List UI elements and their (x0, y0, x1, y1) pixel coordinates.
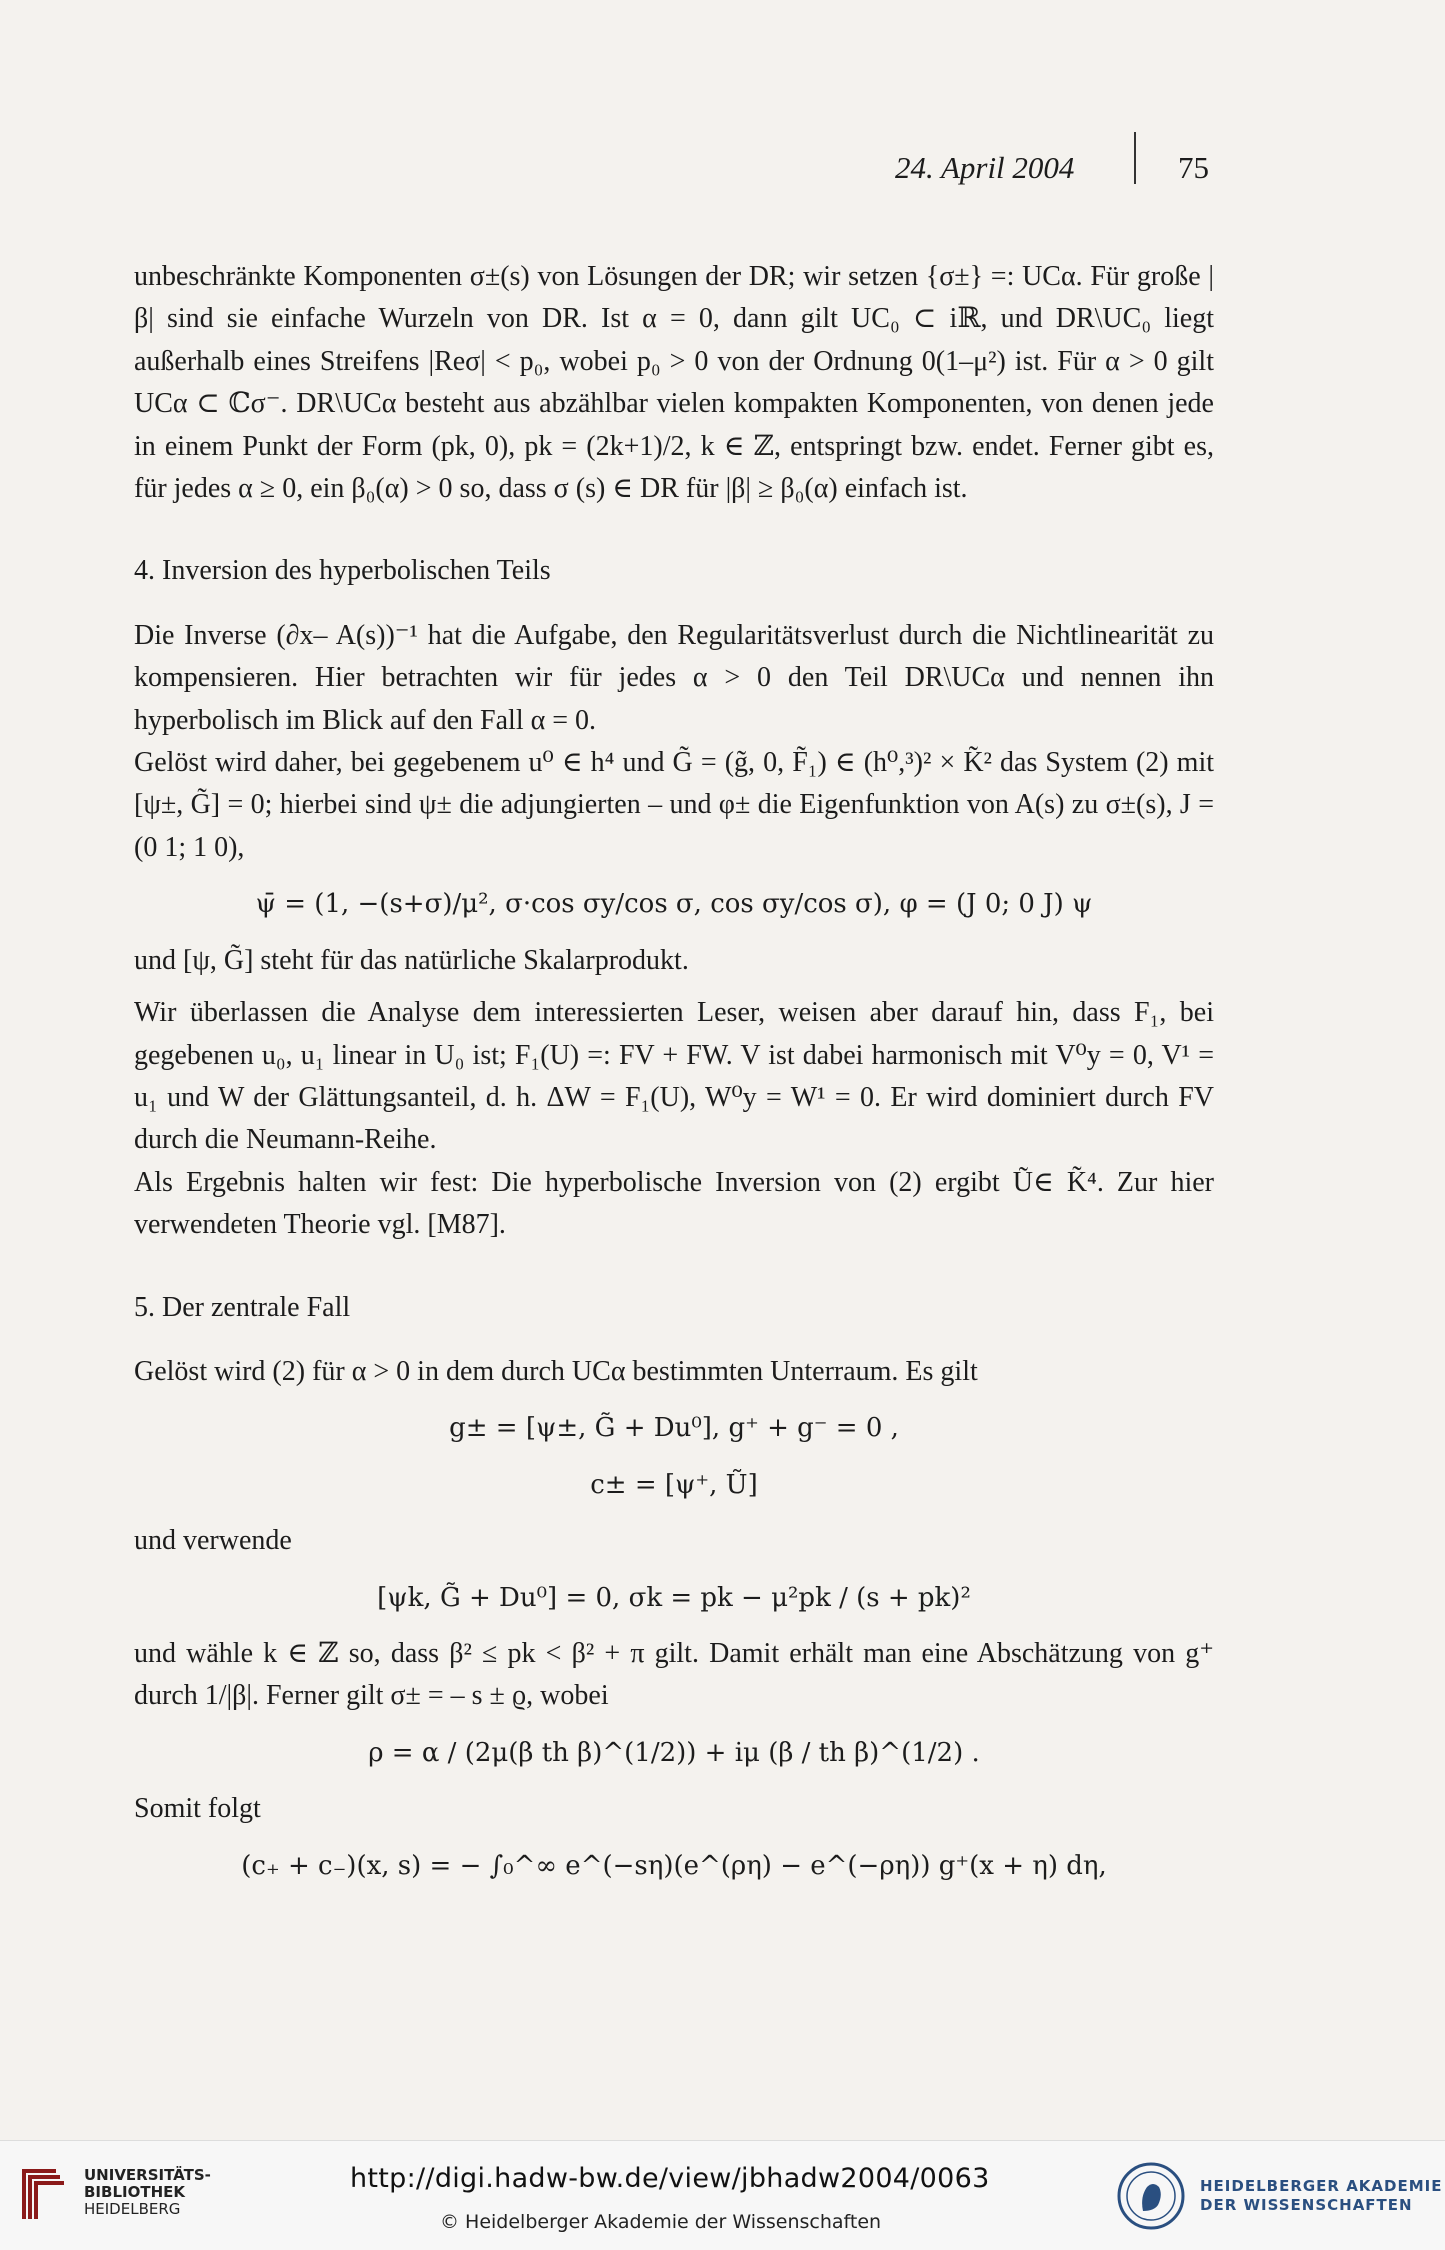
header-divider (1134, 132, 1136, 184)
paragraph: Somit folgt (134, 1793, 261, 1825)
formula: ψ̄ = (1, −(s+σ)/μ², σ·cos σy/cos σ, cos σy/cos σ), φ = (J 0; 0 J) ψ (255, 889, 1093, 920)
paragraph: Wir überlassen die Analyse dem interessierten Leser, weisen aber darauf hin, dass F₁, bei gegebenen u₀, u₁ linear in U₀ ist; F₁(U) =: FV + FW. V ist dabei harmonisch mit V⁰y = 0, V¹ = u₁ und W der Glättungsanteil, d. h. ΔW = F₁(U), W⁰y = W¹ = 0. Er wird dominiert durch FV durch die Neumann-Reihe. (134, 997, 1214, 1156)
paragraph: Gelöst wird (2) für α > 0 in dem durch UCα bestimmten Unterraum. Es gilt (134, 1355, 978, 1387)
footer-bar (0, 2140, 1445, 2250)
paragraph: unbeschränkte Komponenten σ±(s) von Lösungen der DR; wir setzen {σ±} =: UCα. Für große |β| sind sie einfache Wurzeln von DR. Ist α = 0, dann gilt UC₀ ⊂ iℝ, und DR\UC₀ liegt außerhalb eines Streifens |Reσ| < p₀, wobei p₀ > 0 von der Ordnung 0(1–μ²) ist. Für α > 0 gilt UCα ⊂ ℂσ⁻. DR\UCα besteht aus abzählbar vielen kompakten Komponenten, von denen jede in einem Punkt der Form (pk, 0), pk = (2k+1)/2, k ∈ ℤ, entspringt bzw. endet. Ferner gibt es, für jedes α ≥ 0, ein β₀(α) > 0 so, dass σ (s) ∈ DR für |β| ≥ β₀(α) einfach ist. (134, 261, 1214, 505)
academy-line: DER WISSENSCHAFTEN (1200, 2196, 1413, 2214)
paragraph: und verwende (134, 1525, 292, 1557)
ub-line: UNIVERSITÄTS- (84, 2166, 211, 2184)
ub-line: BIBLIOTHEK (84, 2183, 185, 2201)
paragraph: und wähle k ∈ ℤ so, dass β² ≤ pk < β² + π gilt. Damit erhält man eine Abschätzung von g⁺ durch 1/|β|. Ferner gilt σ± = – s ± ϱ, wobei (134, 1637, 1214, 1712)
page-number: 75 (1178, 150, 1209, 185)
section-heading: 4. Inversion des hyperbolischen Teils (134, 555, 551, 587)
academy-seal-icon (1116, 2161, 1186, 2231)
academy-line: HEIDELBERGER AKADEMIE (1200, 2177, 1443, 2195)
formula: ρ = α / (2μ(β th β)^(1/2)) + iμ (β / th β)^(1/2) . (368, 1737, 980, 1768)
university-library-logo-icon (16, 2159, 76, 2229)
section-heading: 5. Der zentrale Fall (134, 1291, 351, 1323)
formula: g± = [ψ±, G̃ + Du⁰], g⁺ + g⁻ = 0 , (449, 1413, 899, 1444)
source-url-link[interactable]: http://digi.hadw-bw.de/view/jbhadw2004/0063 (350, 2163, 990, 2194)
paragraph: Die Inverse (∂x– A(s))⁻¹ hat die Aufgabe, den Regularitätsverlust durch die Nichtlinearität zu kompensieren. Hier betrachten wir für jedes α > 0 den Teil DR\UCα und nennen ihn hyperbolisch im Blick auf den Fall α = 0. (134, 619, 1214, 736)
page-header (0, 150, 1445, 200)
formula: [ψk, G̃ + Du⁰] = 0, σk = pk − μ²pk / (s + pk)² (377, 1582, 971, 1613)
university-library-name (84, 2167, 211, 2218)
header-date: 24. April 2004 (895, 150, 1075, 185)
paragraph: Gelöst wird daher, bei gegebenem u⁰ ∈ h⁴ und G̃ = (g̃, 0, F̃₁) ∈ (h⁰,³)² × K̃² das System (2) mit [ψ±, G̃] = 0; hierbei sind ψ± die adjungierten – und φ± die Eigenfunktion von A(s) zu σ±(s), J = (0 1; 1 0), (134, 747, 1214, 863)
body-text (134, 256, 1214, 1901)
formula: c± = [ψ⁺, Ũ] (590, 1469, 758, 1500)
ub-line: HEIDELBERG (84, 2200, 181, 2218)
formula: (c₊ + c₋)(x, s) = − ∫₀^∞ e^(−sη)(e^(ρη) − e^(−ρη)) g⁺(x + η) dη, (241, 1850, 1107, 1881)
paragraph: und [ψ, G̃] steht für das natürliche Skalarprodukt. (134, 944, 689, 976)
paragraph: Als Ergebnis halten wir fest: Die hyperbolische Inversion von (2) ergibt Ũ∈ K̃⁴. Zur hier verwendeten Theorie vgl. [M87]. (134, 1166, 1214, 1241)
copyright-notice: © Heidelberger Akademie der Wissenschaften (440, 2211, 882, 2233)
academy-name (1200, 2177, 1443, 2215)
